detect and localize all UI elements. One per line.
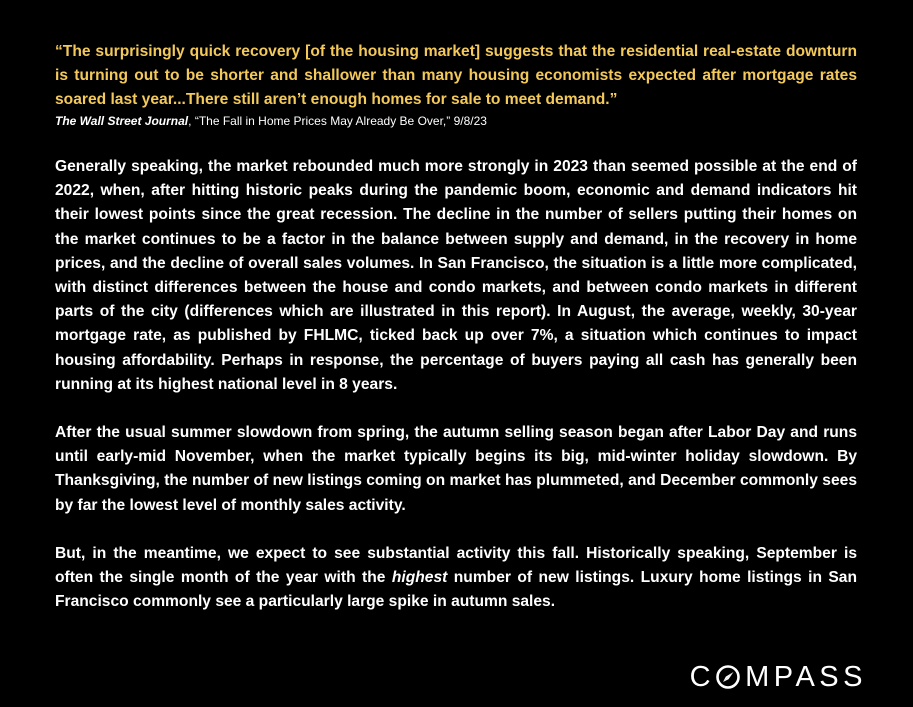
citation-publication: The Wall Street Journal [55,114,189,128]
paragraph-market-overview: Generally speaking, the market rebounded much more strongly in 2023 than seemed possible at the end of 2022, when, after hitting historic peaks during the pandemic boom, economic and demand indicators hit their lowest points since the great recession. The decline in the number of sellers putting their homes on the market continues to be a factor in the balance between supply and demand, in the recovery in home prices, and the decline of overall sales volumes. In San Francisco, the situation is a little more complicated, with distinct differences between the house and condo markets, and between condo markets in different parts of the city (differences which are illustrated in this report). In August, the average, weekly, 30-year mortgage rate, as published by FHLMC, ticked back up over 7%, a situation which continues to impact housing affordability. Perhaps in response, the percentage of buyers paying all cash has generally been running at its highest national level in 8 years. [55,158,857,393]
body-text [55,155,857,638]
quote-block [55,40,857,129]
paragraph-autumn-season: After the usual summer slowdown from spring, the autumn selling season began after Labor Day and runs until early-mid November, when the market typically begins its big, mid-winter holiday slowdown. By Thanksgiving, the number of new listings coming on market has plummeted, and December commonly sees by far the lowest level of monthly sales activity. [55,424,857,514]
logo-letters-mpass: MPASS [745,660,867,693]
paragraph-fall-activity-start: But, in the meantime, we expect to see substantial activity this fall. Historically speaking, September is often the single month of the year with the [55,544,857,587]
compass-o-icon [716,664,740,690]
paragraph-fall-activity-end: number of new listings. Luxury home listings in San Francisco commonly see a particularly large spike in autumn sales. [55,569,857,611]
paragraph-fall-activity-emphasis: highest [391,569,448,587]
compass-logo [690,660,867,694]
paragraph-fall-activity [55,542,857,615]
quote-citation [55,113,857,129]
citation-details: , “The Fall in Home Prices May Already Be Over,” 9/8/23 [188,114,487,128]
pull-quote: “The surprisingly quick recovery [of the housing market] suggests that the residential real-estate downturn is turning out to be shorter and shallower than many housing economists expected after mortgage rates soared last year...There still aren’t enough homes for sale to meet demand.” [55,43,857,108]
logo-letter-c: C [689,660,716,693]
